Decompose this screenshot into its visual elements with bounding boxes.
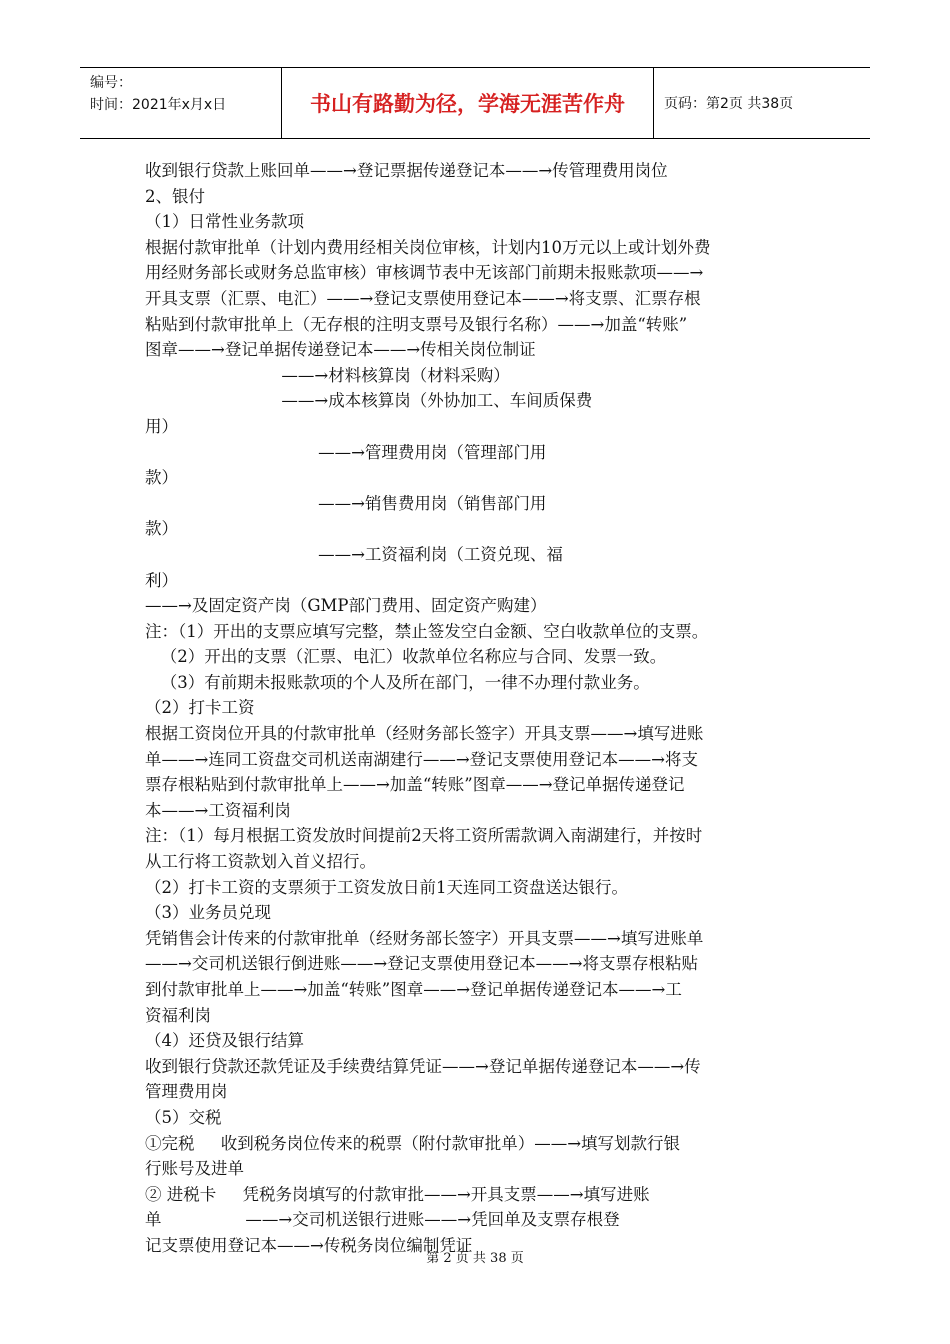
header-page-number: 页码：第2页 共38页 (664, 96, 794, 112)
text-line: ② 进税卡 凭税务岗填写的付款审批——→开具支票——→填写进账 (145, 1184, 650, 1204)
text-line: 单——→连同工资盘交司机送南湖建行——→登记支票使用登记本——→将支 (145, 749, 698, 769)
text-line: 2、银付 (145, 186, 205, 206)
document-date-label: 时间：2021年x月x日 (90, 97, 227, 113)
text-line: （2）打卡工资 (145, 698, 255, 718)
text-line: 到付款审批单上——→加盖“转账”图章——→登记单据传递登记本——→工 (145, 980, 682, 999)
page-header (80, 67, 870, 139)
text-line: （2）打卡工资的支票须于工资发放日前1天连同工资盘送达银行。 (145, 877, 628, 897)
text-line: 开具支票（汇票、电汇）——→登记支票使用登记本——→将支票、汇票存根 (145, 288, 701, 308)
header-motto: 书山有路勤为径，学海无涯苦作舟 (282, 68, 654, 138)
text-line: 图章——→登记单据传递登记本——→传相关岗位制证 (145, 340, 536, 360)
text-line: 行账号及进单 (145, 1159, 244, 1179)
text-line: 注：（1）每月根据工资发放时间提前2天将工资所需款调入南湖建行，并按时 (145, 826, 703, 846)
document-body (145, 158, 810, 1259)
text-line: 本——→工资福利岗 (145, 800, 291, 820)
text-line: 管理费用岗 (145, 1082, 228, 1102)
text-line: ——→交司机送银行倒进账——→登记支票使用登记本——→将支票存根粘贴 (145, 954, 698, 974)
text-line: 款） (145, 468, 178, 488)
text-line: ——→材料核算岗（材料采购） (145, 365, 510, 385)
text-line: 注：（1）开出的支票应填写完整，禁止签发空白金额、空白收款单位的支票。 (145, 621, 709, 641)
text-line: 凭销售会计传来的付款审批单（经财务部长签字）开具支票——→填写进账单 (145, 928, 704, 948)
document-number-label: 编号： (90, 75, 132, 91)
text-line: （4）还贷及银行结算 (145, 1031, 304, 1051)
text-line: 利） (145, 570, 178, 590)
text-line: ——→管理费用岗（管理部门用 (145, 442, 547, 462)
text-line: ——→及固定资产岗（GMP部门费用、固定资产购建） (145, 596, 547, 616)
text-line: 根据工资岗位开具的付款审批单（经财务部长签字）开具支票——→填写进账 (145, 724, 704, 744)
text-line: 收到银行贷款上账回单——→登记票据传递登记本——→传管理费用岗位 (145, 161, 668, 180)
text-line: ——→销售费用岗（销售部门用 (145, 493, 547, 513)
text-line: 用） (145, 416, 178, 436)
text-line: ①完税 收到税务岗位传来的税票（附付款审批单）——→填写划款行银 (145, 1133, 681, 1153)
text-line: 记支票使用登记本——→传税务岗位编制凭证 (145, 1235, 473, 1255)
text-line: ——→工资福利岗（工资兑现、福 (145, 544, 563, 564)
text-line: （3）业务员兑现 (145, 903, 271, 923)
text-line: （2）开出的支票（汇票、电汇）收款单位名称应与合同、发票一致。 (145, 647, 667, 667)
text-line: 单 ——→交司机送银行进账——→凭回单及支票存根登 (145, 1210, 620, 1230)
text-line: ——→成本核算岗（外协加工、车间质保费 (145, 391, 593, 411)
text-line: 粘贴到付款审批单上（无存根的注明支票号及银行名称）——→加盖“转账” (145, 314, 688, 334)
text-line: 资福利岗 (145, 1005, 211, 1025)
text-line: 收到银行贷款还款凭证及手续费结算凭证——→登记单据传递登记本——→传 (145, 1056, 701, 1076)
text-line: 款） (145, 519, 178, 539)
text-line: 用经财务部长或财务总监审核）审核调节表中无该部门前期未报账款项——→ (145, 263, 704, 283)
text-line: 从工行将工资款划入首义招行。 (145, 852, 376, 872)
text-line: （3）有前期未报账款项的个人及所在部门，一律不办理付款业务。 (145, 672, 650, 692)
text-line: （1）日常性业务款项 (145, 212, 304, 232)
text-line: 票存根粘贴到付款审批单上——→加盖“转账”图章——→登记单据传递登记 (145, 775, 685, 795)
text-line: （5）交税 (145, 1107, 222, 1127)
header-meta (80, 68, 282, 138)
page-footer: 第 2 页 共 38 页 (426, 1251, 524, 1266)
text-line: 根据付款审批单（计划内费用经相关岗位审核，计划内10万元以上或计划外费 (145, 237, 711, 257)
